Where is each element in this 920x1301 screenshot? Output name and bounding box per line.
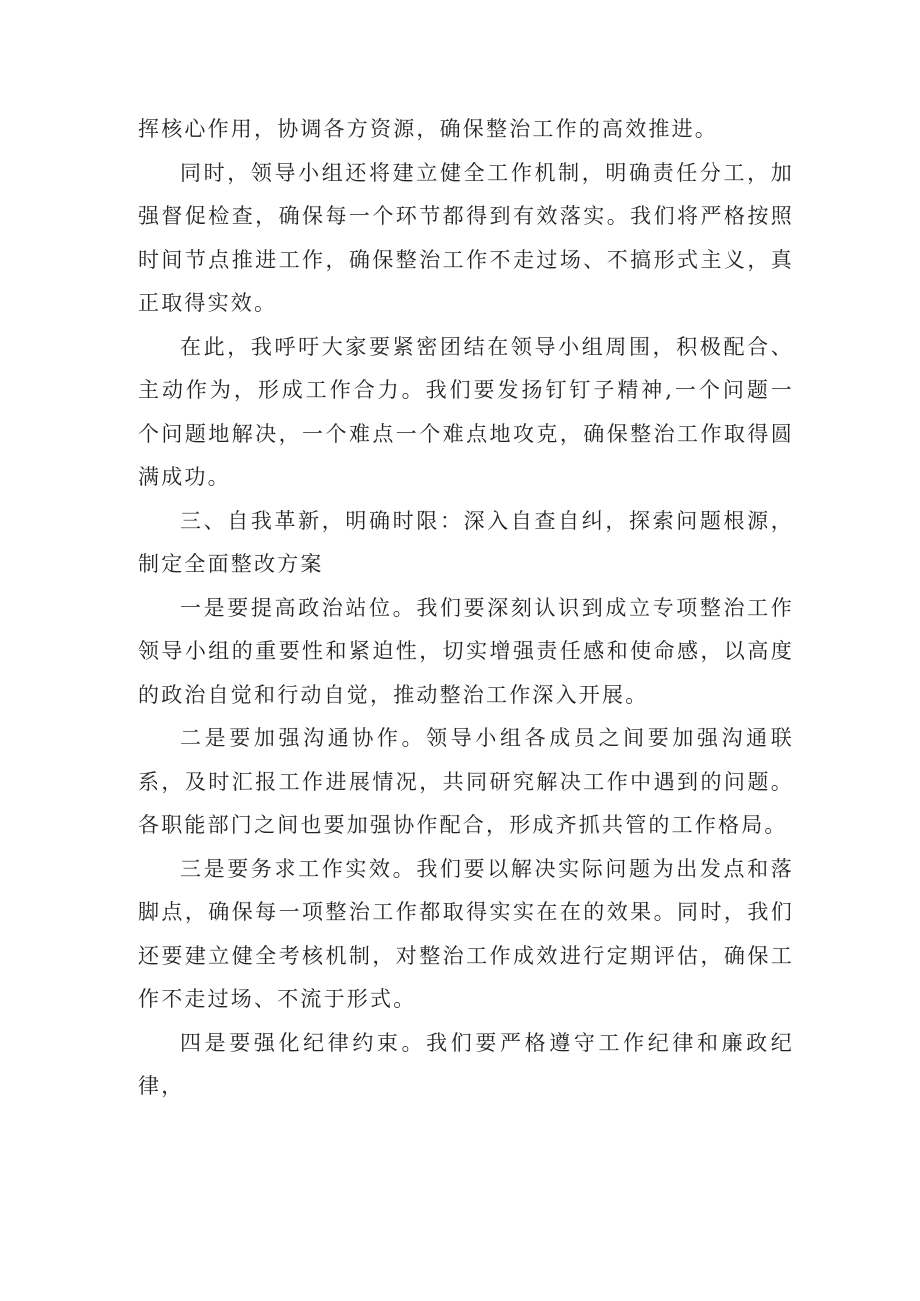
paragraph-point-two: 二是要加强沟通协作。领导小组各成员之间要加强沟通联系，及时汇报工作进展情况，共同研究解决工作中遇到的问题。各职能部门之间也要加强协作配合，形成齐抓共管的工作格局。 [138, 726, 794, 837]
paragraph-call-to-unite: 在此，我呼吁大家要紧密团结在领导小组周围，积极配合、主动作为，形成工作合力。我们要发扬钉钉子精神,一个问题一个问题地解决，一个难点一个难点地攻克，确保整治工作取得圆满成功。 [138, 334, 794, 489]
section-heading-three: 三、自我革新，明确时限：深入自查自纠，探索问题根源，制定全面整改方案 [138, 508, 794, 576]
paragraph-continuation: 挥核心作用，协调各方资源，确保整治工作的高效推进。 [138, 117, 718, 141]
paragraph-point-one: 一是要提高政治站位。我们要深刻认识到成立专项整治工作领导小组的重要性和紧迫性，切实增强责任感和使命感，以高度的政治自觉和行动自觉，推动整治工作深入开展。 [138, 595, 794, 707]
paragraph-point-four: 四是要强化纪律约束。我们要严格遵守工作纪律和廉政纪律， [138, 1030, 794, 1098]
paragraph-point-three: 三是要务求工作实效。我们要以解决实际问题为出发点和落脚点，确保每一项整治工作都取得实实在在的效果。同时，我们还要建立健全考核机制，对整治工作成效进行定期评估，确保工作不走过场、不流于形式。 [138, 856, 794, 1011]
paragraph-work-mechanism: 同时，领导小组还将建立健全工作机制，明确责任分工，加强督促检查，确保每一个环节都得到有效落实。我们将严格按照时间节点推进工作，确保整治工作不走过场、不搞形式主义，真正取得实效。 [138, 160, 794, 315]
document-body [138, 108, 794, 1109]
